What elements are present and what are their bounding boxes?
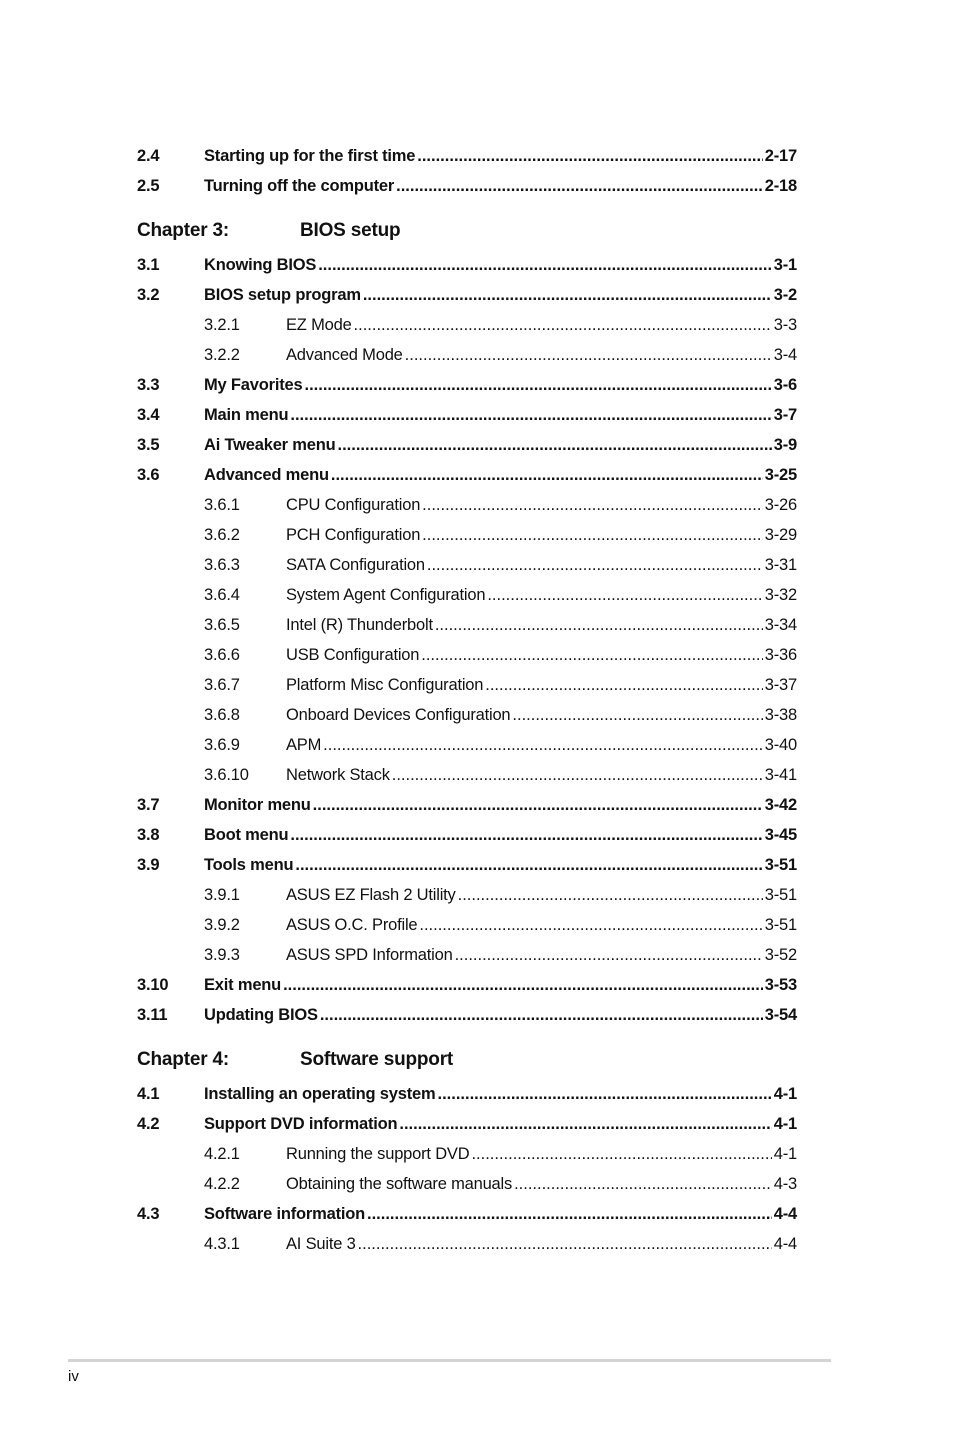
toc-subsection-entry[interactable] xyxy=(137,520,797,550)
entry-number: 3.10 xyxy=(137,976,169,994)
dot-leader xyxy=(417,141,763,171)
toc-section-entry[interactable] xyxy=(137,790,797,820)
toc-section-entry[interactable] xyxy=(137,460,797,490)
toc-subsection-entry[interactable] xyxy=(137,340,797,370)
entry-number: 3.5 xyxy=(137,436,160,454)
entry-number: 3.6.10 xyxy=(204,766,249,784)
entry-page-number: 3-38 xyxy=(764,706,797,724)
entry-number: 3.1 xyxy=(137,256,160,274)
entry-page-number: 3-3 xyxy=(773,316,797,334)
entry-title: CPU Configuration xyxy=(286,496,421,514)
dot-leader xyxy=(421,640,763,670)
dot-leader xyxy=(283,970,763,1000)
entry-page-number: 3-51 xyxy=(764,886,797,904)
dot-leader xyxy=(290,820,762,850)
entry-title: ASUS EZ Flash 2 Utility xyxy=(286,886,456,904)
entry-page-number: 3-9 xyxy=(773,436,797,454)
entry-title: System Agent Configuration xyxy=(286,586,486,604)
entry-page-number: 3-25 xyxy=(764,466,797,484)
entry-page-number: 3-32 xyxy=(764,586,797,604)
toc-section-entry[interactable] xyxy=(137,850,797,880)
table-of-contents xyxy=(137,141,797,1259)
dot-leader xyxy=(422,520,763,550)
toc-subsection-entry[interactable] xyxy=(137,670,797,700)
entry-title: Turning off the computer xyxy=(204,177,395,195)
dot-leader xyxy=(405,340,772,370)
entry-title: Obtaining the software manuals xyxy=(286,1175,513,1193)
entry-title: Main menu xyxy=(204,406,289,424)
toc-section-entry[interactable] xyxy=(137,250,797,280)
entry-number: 3.11 xyxy=(137,1006,168,1024)
entry-page-number: 3-1 xyxy=(773,256,797,274)
chapter-heading xyxy=(137,220,797,250)
toc-section-entry[interactable] xyxy=(137,430,797,460)
dot-leader xyxy=(318,250,772,280)
footer-page-number: iv xyxy=(68,1368,79,1385)
entry-number: 3.6.5 xyxy=(204,616,240,634)
toc-subsection-entry[interactable] xyxy=(137,310,797,340)
entry-number: 3.6.1 xyxy=(204,496,240,514)
entry-number: 3.6.3 xyxy=(204,556,240,574)
entry-page-number: 3-53 xyxy=(764,976,797,994)
entry-number: 4.3.1 xyxy=(204,1235,240,1253)
dot-leader xyxy=(437,1079,771,1109)
dot-leader xyxy=(290,400,771,430)
toc-group xyxy=(137,220,797,1030)
entry-page-number: 3-52 xyxy=(764,946,797,964)
toc-subsection-entry[interactable] xyxy=(137,490,797,520)
entry-title: Advanced menu xyxy=(204,466,329,484)
toc-subsection-entry[interactable] xyxy=(137,580,797,610)
entry-number: 3.6.7 xyxy=(204,676,240,694)
toc-section-entry[interactable] xyxy=(137,171,797,201)
entry-number: 2.5 xyxy=(137,177,160,195)
dot-leader xyxy=(514,1169,772,1199)
toc-section-entry[interactable] xyxy=(137,1000,797,1030)
entry-page-number: 4-4 xyxy=(773,1205,797,1223)
entry-number: 3.6.8 xyxy=(204,706,240,724)
toc-section-entry[interactable] xyxy=(137,370,797,400)
toc-subsection-entry[interactable] xyxy=(137,1139,797,1169)
dot-leader xyxy=(320,1000,763,1030)
entry-number: 3.7 xyxy=(137,796,160,814)
entry-title: Onboard Devices Configuration xyxy=(286,706,511,724)
toc-subsection-entry[interactable] xyxy=(137,550,797,580)
toc-section-entry[interactable] xyxy=(137,280,797,310)
chapter-title: Software support xyxy=(300,1049,454,1070)
entry-number: 3.6.9 xyxy=(204,736,240,754)
entry-number: 3.2.1 xyxy=(204,316,240,334)
chapter-label: Chapter 3: xyxy=(137,220,229,241)
dot-leader xyxy=(313,790,763,820)
entry-title: Updating BIOS xyxy=(204,1006,318,1024)
toc-subsection-entry[interactable] xyxy=(137,940,797,970)
entry-number: 3.9.3 xyxy=(204,946,240,964)
entry-page-number: 4-1 xyxy=(773,1115,797,1133)
dot-leader xyxy=(392,760,763,790)
entry-title: USB Configuration xyxy=(286,646,420,664)
entry-title: My Favorites xyxy=(204,376,303,394)
dot-leader xyxy=(304,370,771,400)
entry-page-number: 3-29 xyxy=(764,526,797,544)
dot-leader xyxy=(487,580,762,610)
entry-title: Running the support DVD xyxy=(286,1145,470,1163)
dot-leader xyxy=(471,1139,771,1169)
dot-leader xyxy=(338,430,772,460)
entry-title: ASUS O.C. Profile xyxy=(286,916,418,934)
entry-title: Boot menu xyxy=(204,826,289,844)
toc-subsection-entry[interactable] xyxy=(137,700,797,730)
entry-title: Monitor menu xyxy=(204,796,311,814)
toc-group xyxy=(137,1049,797,1259)
toc-subsection-entry[interactable] xyxy=(137,880,797,910)
toc-section-entry[interactable] xyxy=(137,1199,797,1229)
dot-leader xyxy=(458,880,763,910)
toc-section-entry[interactable] xyxy=(137,1079,797,1109)
entry-title: Ai Tweaker menu xyxy=(204,436,336,454)
entry-page-number: 3-36 xyxy=(764,646,797,664)
entry-number: 4.2.1 xyxy=(204,1145,240,1163)
entry-page-number: 4-3 xyxy=(773,1175,797,1193)
entry-title: Starting up for the first time xyxy=(204,147,416,165)
entry-page-number: 2-17 xyxy=(764,147,797,165)
entry-page-number: 3-51 xyxy=(764,856,797,874)
footer-divider xyxy=(68,1359,831,1362)
toc-section-entry[interactable] xyxy=(137,820,797,850)
dot-leader xyxy=(455,940,763,970)
entry-number: 4.2.2 xyxy=(204,1175,240,1193)
entry-number: 3.9.2 xyxy=(204,916,240,934)
dot-leader xyxy=(485,670,763,700)
toc-section-entry[interactable] xyxy=(137,400,797,430)
entry-title: BIOS setup program xyxy=(204,286,361,304)
dot-leader xyxy=(396,171,763,201)
entry-title: APM xyxy=(286,736,322,754)
entry-page-number: 4-4 xyxy=(773,1235,797,1253)
entry-number: 3.9.1 xyxy=(204,886,240,904)
dot-leader xyxy=(512,700,762,730)
entry-page-number: 3-45 xyxy=(764,826,797,844)
entry-title: Knowing BIOS xyxy=(204,256,317,274)
dot-leader xyxy=(422,490,763,520)
entry-number: 3.3 xyxy=(137,376,160,394)
toc-subsection-entry[interactable] xyxy=(137,610,797,640)
chapter-heading xyxy=(137,1049,797,1079)
entry-title: Tools menu xyxy=(204,856,294,874)
entry-title: Software information xyxy=(204,1205,366,1223)
dot-leader xyxy=(435,610,763,640)
entry-title: Intel (R) Thunderbolt xyxy=(286,616,433,634)
dot-leader xyxy=(419,910,762,940)
entry-number: 2.4 xyxy=(137,147,160,165)
entry-page-number: 3-40 xyxy=(764,736,797,754)
entry-number: 3.2.2 xyxy=(204,346,240,364)
entry-number: 3.6.2 xyxy=(204,526,240,544)
entry-title: ASUS SPD Information xyxy=(286,946,453,964)
dot-leader xyxy=(354,310,772,340)
toc-subsection-entry[interactable] xyxy=(137,1229,797,1259)
entry-title: PCH Configuration xyxy=(286,526,421,544)
entry-title: AI Suite 3 xyxy=(286,1235,356,1253)
dot-leader xyxy=(399,1109,771,1139)
entry-page-number: 3-37 xyxy=(764,676,797,694)
entry-title: Exit menu xyxy=(204,976,282,994)
toc-section-entry[interactable] xyxy=(137,141,797,171)
entry-page-number: 3-26 xyxy=(764,496,797,514)
toc-subsection-entry[interactable] xyxy=(137,760,797,790)
toc-subsection-entry[interactable] xyxy=(137,730,797,760)
entry-page-number: 3-4 xyxy=(773,346,797,364)
entry-page-number: 3-7 xyxy=(773,406,797,424)
toc-section-entry[interactable] xyxy=(137,1109,797,1139)
entry-number: 3.4 xyxy=(137,406,160,424)
entry-page-number: 3-2 xyxy=(773,286,797,304)
dot-leader xyxy=(367,1199,772,1229)
entry-page-number: 4-1 xyxy=(773,1085,797,1103)
entry-title: Network Stack xyxy=(286,766,390,784)
entry-number: 3.6.6 xyxy=(204,646,240,664)
dot-leader xyxy=(331,460,763,490)
entry-title: Support DVD information xyxy=(204,1115,398,1133)
entry-page-number: 3-31 xyxy=(764,556,797,574)
toc-section-entry[interactable] xyxy=(137,970,797,1000)
entry-title: SATA Configuration xyxy=(286,556,425,574)
entry-title: Platform Misc Configuration xyxy=(286,676,484,694)
entry-number: 3.6.4 xyxy=(204,586,240,604)
dot-leader xyxy=(295,850,762,880)
entry-page-number: 3-34 xyxy=(764,616,797,634)
entry-number: 3.8 xyxy=(137,826,160,844)
entry-page-number: 3-6 xyxy=(773,376,797,394)
entry-page-number: 4-1 xyxy=(773,1145,797,1163)
dot-leader xyxy=(427,550,763,580)
entry-title: EZ Mode xyxy=(286,316,352,334)
entry-page-number: 3-51 xyxy=(764,916,797,934)
entry-title: Installing an operating system xyxy=(204,1085,436,1103)
dot-leader xyxy=(358,1229,772,1259)
entry-page-number: 3-42 xyxy=(764,796,797,814)
toc-subsection-entry[interactable] xyxy=(137,640,797,670)
chapter-title: BIOS setup xyxy=(300,220,401,241)
entry-page-number: 3-54 xyxy=(764,1006,797,1024)
toc-subsection-entry[interactable] xyxy=(137,1169,797,1199)
toc-group xyxy=(137,141,797,201)
toc-subsection-entry[interactable] xyxy=(137,910,797,940)
entry-number: 4.3 xyxy=(137,1205,160,1223)
entry-number: 3.2 xyxy=(137,286,160,304)
entry-title: Advanced Mode xyxy=(286,346,403,364)
entry-number: 4.2 xyxy=(137,1115,160,1133)
entry-page-number: 3-41 xyxy=(764,766,797,784)
entry-number: 3.9 xyxy=(137,856,160,874)
entry-page-number: 2-18 xyxy=(764,177,797,195)
entry-number: 4.1 xyxy=(137,1085,160,1103)
chapter-label: Chapter 4: xyxy=(137,1049,229,1070)
dot-leader xyxy=(363,280,772,310)
dot-leader xyxy=(323,730,763,760)
entry-number: 3.6 xyxy=(137,466,160,484)
